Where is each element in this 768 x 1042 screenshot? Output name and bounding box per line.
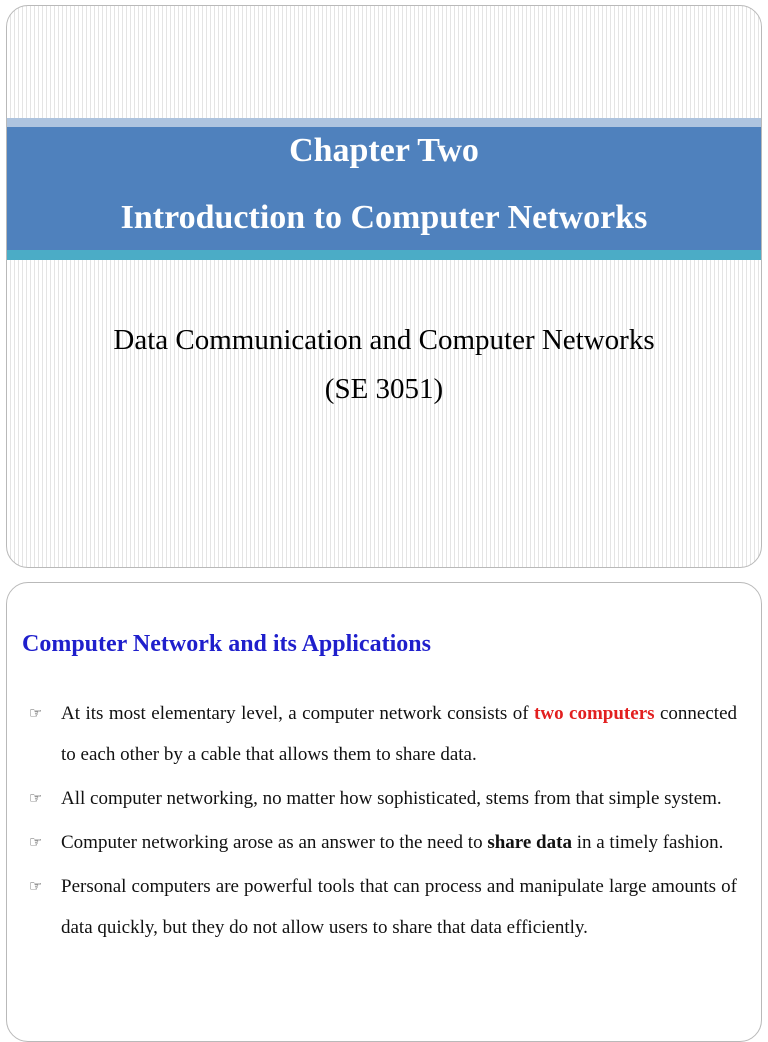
pointing-hand-icon: ☞ <box>29 704 43 722</box>
pointing-hand-icon: ☞ <box>29 833 43 851</box>
title-slide <box>6 5 762 568</box>
list-item <box>7 778 762 819</box>
content-slide <box>6 582 762 1042</box>
bullet-highlight: share data <box>487 832 572 853</box>
list-item <box>7 693 762 775</box>
title-band-bottom-accent <box>7 250 761 260</box>
section-heading: Computer Network and its Applications <box>22 631 431 657</box>
bullet-text: At its most elementary level, a computer network consists of <box>61 703 535 724</box>
bullet-text: Computer networking arose as an answer to the need to <box>61 832 488 853</box>
list-item <box>7 822 762 863</box>
bullet-text: in a timely fashion. <box>571 832 724 853</box>
bullet-text: All computer networking, no matter how sophisticated, stems from that simple system. <box>61 788 722 809</box>
list-item <box>7 866 762 948</box>
title-band-top-accent <box>7 118 761 127</box>
course-name: Data Communication and Computer Networks <box>113 324 655 356</box>
pointing-hand-icon: ☞ <box>29 789 43 807</box>
bullet-highlight: two computers <box>534 703 655 724</box>
chapter-label: Chapter Two <box>289 132 479 169</box>
pointing-hand-icon: ☞ <box>29 877 43 895</box>
bullet-list <box>7 693 762 951</box>
slide-title: Introduction to Computer Networks <box>120 199 648 236</box>
bullet-text: Personal computers are powerful tools that can process and manipulate large amounts of data quickly, but they do not allow users to share that data efficiently. <box>61 876 737 938</box>
course-code: (SE 3051) <box>324 373 444 405</box>
bullet-text: connected to each other by a cable that allows them to share data. <box>61 703 738 765</box>
